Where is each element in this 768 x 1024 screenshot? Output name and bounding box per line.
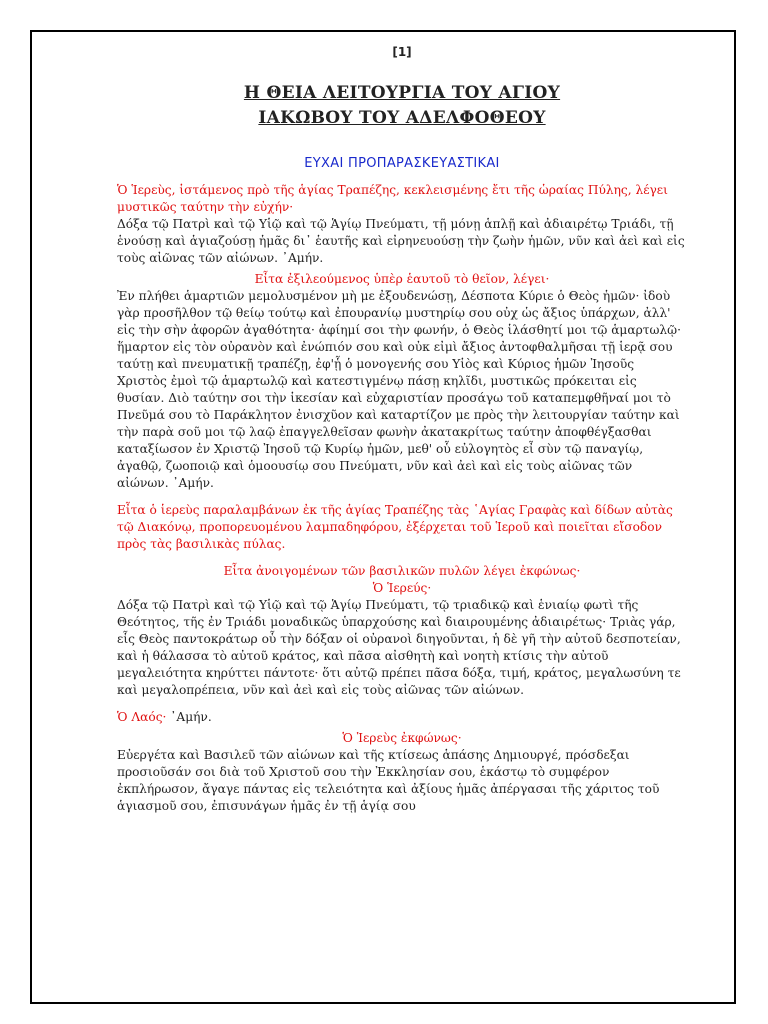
prayer-1: Δόξα τῷ Πατρὶ καὶ τῷ Υἱῷ καὶ τῷ Ἁγίῳ Πνεύματι, τῇ μόνῃ ἁπλῇ καὶ ἀδιαιρέτῳ Τριάδι, τῇ ἑνούσῃ καὶ ἁγιαζούσῃ ἡμᾶς δι᾽ ἑαυτῆς καὶ εἰρηνευούσῃ τὴν ζωὴν ἡμῶν, νῦν καὶ ἀεὶ καὶ εἰς τοὺς αἰῶνας τῶν αἰώνων. ᾿Αμήν.	[117, 217, 685, 265]
section-heading: ΕΥΧΑΙ ΠΡΟΠΑΡΑΣΚΕΥΑΣΤΙΚΑΙ	[304, 156, 500, 171]
prayer-3: Δόξα τῷ Πατρὶ καὶ τῷ Υἱῷ καὶ τῷ Ἁγίῳ Πνεύματι, τῷ τριαδικῷ καὶ ἑνιαίῳ φωτὶ τῆς Θεότητος, τῆς ἐν Τριάδι μοναδικῶς ὑπαρχούσης καὶ διαιρουμένης ἀδιαιρέτως· Τριὰς γάρ, εἷς Θεὸς παντοκράτωρ οὗ τὴν δόξαν οἱ οὐρανοὶ διηγοῦνται, ἡ δὲ γῆ τὴν αὐτοῦ δεσποτείαν, καὶ ἡ θάλασσα τὸ αὐτοῦ κράτος, καὶ πᾶσα αἰσθητὴ καὶ νοητὴ κτίσις τὴν αὐτοῦ μεγαλειότητα κηρύττει πάντοτε· ὅτι αὐτῷ πρέπει πᾶσα δόξα, τιμή, κράτος, μεγαλωσύνη τε καὶ μεγαλοπρέπεια, νῦν καὶ ἀεὶ καὶ εἰς τοὺς αἰῶνας τῶν αἰώνων.	[117, 598, 681, 697]
rubric-priest: Ὁ Ἱερεύς·	[372, 581, 432, 595]
people-response	[117, 709, 687, 726]
rubric-2: Εἶτα ἐξιλεούμενος ὑπὲρ ἑαυτοῦ τὸ θεῖον, λέγει·	[254, 272, 550, 286]
rubric-people: Ὁ Λαός·	[117, 710, 167, 724]
document-body	[117, 44, 687, 815]
amen-response: ᾿Αμήν.	[166, 710, 212, 724]
title-line-1: Η ΘΕΙΑ ΛΕΙΤΟΥΡΓΙΑ ΤΟΥ ΑΓΙΟΥ	[243, 83, 561, 103]
prayer-4: Εὐεργέτα καὶ Βασιλεῦ τῶν αἰώνων καὶ τῆς κτίσεως ἁπάσης Δημιουργέ, πρόσδεξαι προσιοῦσάν σοι διὰ τοῦ Χριστοῦ σου τὴν Ἐκκλησίαν σου, ἑκάστῳ τὸ συμφέρον ἐκπλήρωσον, ἄγαγε πάντας εἰς τελειότητα καὶ ἀξίους ἡμᾶς ἀπέργασαι τῆς χάριτος τοῦ ἁγιασμοῦ σου, ἐπισυνάγων ἡμᾶς ἐν τῇ ἁγίᾳ σου	[117, 748, 660, 813]
rubric-4: Εἶτα ἀνοιγομένων τῶν βασιλικῶν πυλῶν λέγει ἐκφώνως·	[223, 564, 581, 578]
prayer-2: Ἐν πλήθει ἁμαρτιῶν μεμολυσμένον μὴ με ἐξουδενώσῃ, Δέσποτα Κύριε ὁ Θεὸς ἡμῶν· ἰδοὺ γὰρ προσῆλθον τῷ θείῳ τούτῳ καὶ ἐπουρανίῳ μυστηρίῳ σου οὐχ ὡς ἄξιος ὑπάρχων, ἀλλ' εἰς τὴν σὴν ἀφορῶν ἀγαθότητα· ἀφίημί σοι τὴν φωνήν, ὁ Θεὸς ἱλάσθητί μοι τῷ ἁμαρτωλῷ· ἥμαρτον εἰς τὸν οὐρανὸν καὶ ἐνώπιόν σου καὶ οὐκ εἰμὶ ἄξιος ἀντοφθαλμῆσαι τῇ ἱερᾷ σου ταύτῃ καὶ πνευματικῇ τραπέζῃ, ἐφ'ᾗ ὁ μονογενής σου Υἱὸς καὶ Κύριος ἡμῶν Ἰησοῦς Χριστὸς ἐμοὶ τῷ ἁμαρτωλῷ καὶ κατεστιγμένῳ πάσῃ κηλῖδι, μυστικῶς πρόκειται εἰς θυσίαν. Διὸ ταύτην σοι τὴν ἱκεσίαν καὶ εὐχαριστίαν προσάγω τοῦ καταπεμφθῆναί μοι τὸ Πνεῦμά σου τὸ Παράκλητον ἐνισχῦον καὶ καταρτίζον με πρὸς τὴν λειτουργίαν ταύτην καὶ τὴν παρὰ σοῦ μοι τῷ λαῷ ἐπαγγελθεῖσαν φωνὴν ἀκατακρίτως ταύτην ἀποφθέγξασθαι καταξίωσον ἐν Χριστῷ Ἰησοῦ τῷ Κυρίῳ ἡμῶν, μεθ' οὗ εὐλογητὸς εἶ σὺν τῷ παναγίῳ, ἀγαθῷ, ζωοποιῷ καὶ ὁμοουσίῳ σου Πνεύματι, νῦν καὶ ἀεὶ καὶ εἰς τοὺς αἰῶνας τῶν αἰώνων. ᾿Αμήν.	[117, 289, 681, 490]
rubric-3: Εἶτα ὁ ἱερεὺς παραλαμβάνων ἐκ τῆς ἁγίας Τραπέζης τὰς ῾Αγίας Γραφὰς καὶ δίδων αὐτὰς τῷ Διακόνῳ, προπορευομένου λαμπαδηφόρου, ἐξέρχεται τοῦ Ἱεροῦ καὶ ποιεῖται εἴσοδον πρὸς τὰς βασιλικὰς πύλας.	[117, 503, 673, 551]
page-number: [1]	[392, 45, 412, 59]
title-line-2: ΙΑΚΩΒΟΥ ΤΟΥ ΑΔΕΛΦΟΘΕΟΥ	[258, 108, 546, 128]
rubric-1: Ὁ Ἱερεὺς, ἱστάμενος πρὸ τῆς ἁγίας Τραπέζης, κεκλεισμένης ἔτι τῆς ὡραίας Πύλης, λέγει μυστικῶς ταύτην τὴν εὐχήν·	[117, 183, 668, 214]
page-frame	[30, 30, 736, 1004]
rubric-priest-aloud: Ὁ Ἱερεὺς ἐκφώνως·	[342, 731, 462, 745]
